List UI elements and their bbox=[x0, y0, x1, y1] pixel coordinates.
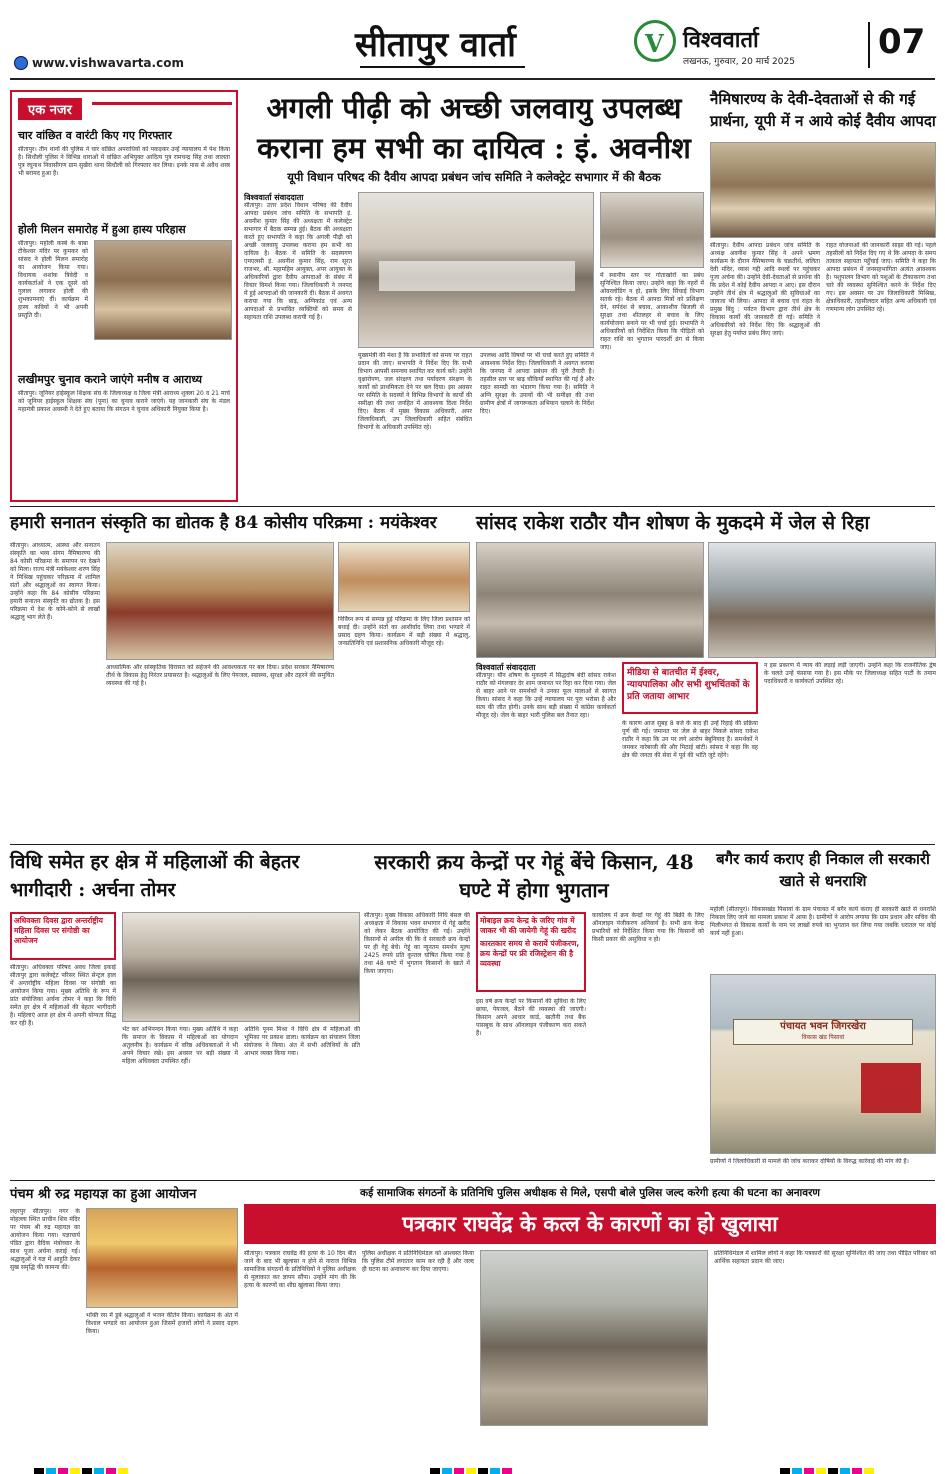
saansad-callout bbox=[622, 662, 758, 714]
sanatan-photo bbox=[106, 542, 334, 660]
saansad-callout-text: मीडिया से बातचीत में ईश्वर, न्यायपालिका और सभी शुभचिंतकों के प्रति जताया आभार bbox=[627, 668, 750, 702]
vidhi-photo bbox=[122, 912, 360, 1022]
vidhi-story bbox=[10, 848, 360, 1176]
sanatan-photo-2 bbox=[338, 542, 470, 612]
rudra-body-2: भक्ति रस में डूबे श्रद्धालुओं ने भजन कीर्तन किया। कार्यक्रम के अंत में विशाल भण्डारे का आयोजन हुआ जिसमें हजारों लोगों ने प्रसाद ग्रहण किया। bbox=[86, 1312, 238, 1335]
patrakar-body-3: प्रतिनिधिमंडल में शामिल लोगों ने कहा कि पत्रकारों की सुरक्षा सुनिश्चित की जाए तथा पीड़ित परिवार को आर्थिक सहायता प्रदान की जाए। bbox=[714, 1250, 936, 1265]
naimish-story bbox=[710, 88, 936, 503]
vidhi-headline: विधि समेत हर क्षेत्र में महिलाओं की बेहतर भागीदारी : अर्चना तोमर bbox=[10, 851, 300, 901]
website-url[interactable]: www.vishwavarta.com bbox=[32, 56, 184, 70]
saansad-byline: विश्ववार्ता संवाददाता bbox=[476, 663, 536, 672]
naimish-headline: नैमिषारण्य के देवी-देवताओं से की गई प्रार्थना, यूपी में न आये कोई दैवीय आपदा bbox=[710, 90, 936, 130]
vidhi-body: सीतापुर। अधिवक्ता परिषद अवध जिला इकाई सीतापुर द्वारा कलेक्ट्रेट परिसर स्थित सेन्ट्रल हाल में अन्तर्राष्ट्रीय महिला दिवस पर संगोष्ठी का आयोजन किया गया। मुख्य अतिथि के रूप में प्रांत संयोजिका अर्चना तोमर ने कहा कि विधि समेत हर क्षेत्र में महिलाओं की बेहतर भागीदारी है। महिलाएं आज हर क्षेत्र में अपनी योग्यता सिद्ध कर रही हैं। bbox=[10, 964, 116, 1027]
vidhi-callout-text: अधिवक्ता दिवस द्वारा अन्तर्राष्ट्रीय महिला दिवस पर संगोष्ठी का आयोजन bbox=[14, 916, 103, 945]
section-title: सीतापुर वार्ता bbox=[355, 25, 516, 65]
ek-nazar-label: एक नजर bbox=[18, 98, 82, 120]
naimish-body: सीतापुर। दैवीय आपदा प्रबंधन जांच समिति के अध्यक्ष अवनीश कुमार सिंह ने अपने भ्रमण कार्यक्रम के दौरान नैमिषारण्य के चक्रतीर्थ, ललिता देवी मंदिर, व्यास गद्दी आदि स्थलों पर पहुंचकर पूजा अर्चना की। उन्होंने देवी-देवताओं से प्रार्थना की कि प्रदेश में कोई दैवीय आपदा न आए। इस दौरान उन्होंने तीर्थ क्षेत्र में श्रद्धालुओं की सुविधाओं का जायजा भी लिया। आपदा से बचाव एवं राहत के प्रमुख बिंदु : पर्यटन विभाग द्वारा तीर्थ क्षेत्र के विकास कार्यों की जानकारी दी गई। समिति ने अधिकारियों को निर्देश दिए कि श्रद्धालुओं की सुरक्षा हेतु पर्याप्त प्रबंध किए जाएं। bbox=[710, 242, 820, 337]
vidhi-body-2: भेंट कर अभिनन्दन किया गया। मुख्य अतिथि ने कहा कि समाज के विकास में महिलाओं का योगदान अतुलनीय है। कार्यक्रम में वरिष्ठ अधिवक्ताओं ने भी अपने विचार रखे। इस अवसर पर बड़ी संख्या में महिला अधिवक्ता उपस्थित रहीं। bbox=[122, 1026, 238, 1065]
color-register-mid bbox=[430, 1460, 514, 1474]
ek-nazar-story-3-body: सीतापुर। जूनियर हाईस्कूल शिक्षक संघ के जिलाध्यक्ष व जिला मंत्री आराध्य शुक्ला 20 व 21 मार्च को जूनियर हाईस्कूल शिक्षक संघ (पूमा) का चुनाव कराने जाएंगे। यह जानकारी संघ के मंडल महामंत्री प्रकाश अवस्थी ने देते हुए बताया कि संगठन ने चुनाव अधिकारी नियुक्त किया है। bbox=[18, 390, 230, 413]
rudra-story bbox=[10, 1186, 238, 1448]
saansad-photo-2 bbox=[708, 542, 936, 658]
gehun-headline: सरकारी क्रय केन्द्रों पर गेहूं बेंचे किसान, 48 घण्टे में होगा भुगतान bbox=[374, 850, 694, 902]
vidhi-body-3: अतिथि पूनम मिश्रा ने विधि क्षेत्र में महिलाओं की भूमिका पर प्रकाश डाला। कार्यक्रम का संचालन जिला संयोजक ने किया। अंत में सभी अतिथियों के प्रति आभार व्यक्त किया गया। bbox=[244, 1026, 360, 1057]
gehun-body: सीतापुर। मुख्य विकास अधिकारी निधि बंसल की अध्यक्षता में विकास भवन सभागार में गेहूं खरीद को लेकर बैठक आयोजित की गई। उन्होंने किसानों से अपील की कि वे सरकारी क्रय केन्द्रों पर ही गेहूं बेचें। गेहूं का न्यूनतम समर्थन मूल्य 2425 रुपये प्रति कुन्तल घोषित किया गया है तथा 48 घण्टे में भुगतान किसानों के खाते में किया जाएगा। bbox=[364, 912, 470, 975]
saansad-body-3: न इस प्रकरण में न्याय की लड़ाई लड़ी जाएगी। उन्होंने कहा कि राजनीतिक द्वेष के चलते उन्हें फंसाया गया है। इस मौके पर जिलाध्यक्ष सहित पार्टी के तमाम पदाधिकारी व कार्यकर्ता उपस्थित रहे। bbox=[764, 662, 936, 685]
sanatan-body: सीतापुर। आध्यात्म, आस्था और सनातन संस्कृति का भव्य संगम नैमिषारण्य की 84 कोसी परिक्रमा के समापन पर देखने को मिला। राज्य मंत्री मयंकेश्वर शरण सिंह ने मिश्रिख पहुंचकर परिक्रमा में शामिल संतों और श्रद्धालुओं का स्वागत किया। उन्होंने कहा कि 84 कोसीय परिक्रमा हमारी सनातन संस्कृति का द्योतक है। इस परिक्रमा में देश के कोने-कोने से लाखों श्रद्धालु भाग लेते हैं। bbox=[10, 542, 100, 621]
vidhi-callout bbox=[10, 912, 116, 960]
masthead-underline bbox=[360, 66, 525, 68]
globe-icon bbox=[14, 56, 28, 70]
sanatan-headline: हमारी सनातन संस्कृति का द्योतक है 84 कोसीय परिक्रमा : मयंकेश्वर bbox=[10, 513, 437, 533]
patrakar-body-2: पुलिस अधीक्षक ने प्रतिनिधिमंडल को आश्वस्त किया कि पुलिस टीमें लगातार काम कर रही हैं और जल्द ही घटना का अनावरण कर दिया जाएगा। bbox=[362, 1250, 474, 1273]
ek-nazar-story-1-head: चार वांछित व वारंटी किए गए गिरफ्तार bbox=[18, 129, 172, 142]
ek-nazar-box bbox=[10, 90, 238, 502]
patrakar-body: सीतापुर। पत्रकार राघवेंद्र की हत्या के 10 दिन बीत जाने के बाद भी खुलासा न होने से नाराज विभिन्न सामाजिक संगठनों के प्रतिनिधियों ने पुलिस अधीक्षक से मुलाकात कर ज्ञापन सौंपा। उन्होंने मांग की कि हत्या के कारणों का शीघ्र खुलासा किया जाए। bbox=[244, 1250, 356, 1289]
bagair-headline: बगैर कार्य कराए ही निकाल ली सरकारी खाते से धनराशि bbox=[716, 850, 930, 890]
ek-nazar-story-3-head: लखीमपुर चुनाव कराने जाएंगे मनीष व आराध्य bbox=[18, 373, 202, 386]
ek-nazar-story-2-cont bbox=[18, 344, 230, 368]
saansad-body-2: के कारण आज सुबह 8 बजे के बाद ही उन्हें रिहाई की प्रक्रिया पूर्ण की गई। जमानत पर जेल से बाहर निकले सांसद राकेश राठौर ने कहा कि उन पर लगे आरोप बेबुनियाद हैं। समर्थकों ने जमकर नारेबाजी की और मिठाई बांटी। सांसद ने कहा कि वह क्षेत्र की जनता की सेवा में पूर्व की भांति जुटे रहेंगे। bbox=[622, 720, 758, 759]
ek-nazar-story-2-head: होली मिलन समारोह में हुआ हास्य परिहास bbox=[18, 223, 186, 236]
bagair-story bbox=[710, 848, 936, 1176]
rudra-headline: पंचम श्री रुद्र महायज्ञ का हुआ आयोजन bbox=[10, 1187, 197, 1202]
bagair-body-2: ग्रामीणों ने जिलाधिकारी से मामले की जांच कराकर दोषियों के विरुद्ध कार्रवाई की मांग की है। bbox=[710, 1158, 909, 1165]
gehun-body-2: इस वर्ष क्रय केन्द्रों पर किसानों की सुविधा के लिए छाया, पेयजल, बैठने की व्यवस्था की जाएगी। किसान अपने आधार कार्ड, खतौनी तथा बैंक पासबुक के साथ ऑनलाइन पंजीकरण करा सकते हैं। bbox=[476, 998, 586, 1037]
color-register-right bbox=[780, 1460, 876, 1474]
logo-icon: V bbox=[634, 20, 676, 62]
gehun-story bbox=[364, 848, 704, 1176]
lead-body-1: सीतापुर। उत्तर प्रदेश विधान परिषद की दैवीय आपदा प्रबंधन जांच समिति के सभापति इं. अवनीश कुमार सिंह की अध्यक्षता में कलेक्ट्रेट सभागार में बैठक सम्पन्न हुई। बैठक की अध्यक्षता करते हुए सभापति ने कहा कि अगली पीढ़ी को अच्छी जलवायु उपलब्ध कराना हम सभी का दायित्व है। बैठक में समिति के सदस्यगण एमएलसी इं. अवनीश कुमार सिंह, राम सूरत राजभर, श्री. महामहिम आयुक्त, अपर आयुक्त के अधिकारियों द्वारा दैवीय आपदाओं के संबंध में विचार विमर्श किया गया। जिलाधिकारी ने जनपद में हुई आपदाओं की जानकारी दी। बैठक में अवगत कराया गया कि बाढ़, अग्निकांड एवं अन्य आपदाओं से प्रभावित व्यक्तियों को समय से सहायता राशि उपलब्ध करायी गई है। bbox=[244, 202, 352, 321]
lead-story bbox=[244, 88, 704, 503]
masthead bbox=[0, 0, 945, 82]
logo-text: विश्ववार्ता bbox=[683, 28, 759, 53]
patrakar-photo bbox=[480, 1250, 708, 1426]
saansad-body: सीतापुर। यौन शोषण के मुकदमे में सिद्धदोष बंदी सांसद राकेश राठौर को मंगलवार देर शाम जमानत पर रिहा कर दिया गया। जेल से बाहर आने पर समर्थकों ने उनका फूल मालाओं से स्वागत किया। सांसद ने कहा कि उन्हें न्यायालय पर पूरा भरोसा है और सत्य की जीत होगी। उनके साथ बड़ी संख्या में कांग्रेस कार्यकर्ता मौजूद रहे। जेल के बाहर भारी पुलिस बल तैनात रहा। bbox=[476, 672, 616, 719]
sanatan-story bbox=[10, 510, 470, 840]
lead-body-2: मुख्यमंत्री की मंशा है कि प्रभावितों को समय पर राहत प्रदान की जाए। सभापति ने निर्देश दिए कि सभी विभाग आपसी समन्वय स्थापित कर कार्य करें। उन्होंने वृक्षारोपण, जल संरक्षण तथा पर्यावरण संरक्षण के कार्यों को प्राथमिकता देने पर बल दिया। इस अवसर पर समिति के सदस्यों ने विभिन्न विभागों के कार्यों की समीक्षा की तथा जनहित में आवश्यक दिशा निर्देश दिए। बैठक में मुख्य विकास अधिकारी, अपर जिलाधिकारी, उप जिलाधिकारी सहित संबंधित विभागों के अधिकारी उपस्थित रहे। bbox=[358, 352, 472, 431]
rudra-body: लहरपुर सीतापुर। नगर के मोहल्ला स्थित प्राचीन शिव मंदिर पर पंचम श्री रुद्र महायज्ञ का आयोजन किया गया। यज्ञाचार्य पंडित द्वारा वैदिक मंत्रोच्चार के साथ पूजा अर्चना कराई गई। श्रद्धालुओं ने यज्ञ में आहुति देकर सुख समृद्धि की कामना की। bbox=[10, 1208, 80, 1271]
saansad-story bbox=[476, 510, 936, 840]
saansad-photo bbox=[476, 542, 704, 658]
lead-subhead: यूपी विधान परिषद की दैवीय आपदा प्रबंधन जांच समिति ने कलेक्ट्रेट सभागार में की बैठक bbox=[287, 170, 661, 184]
ek-nazar-story-1-body: सीतापुर। तीन थानों की पुलिस ने चार वांछित अपराधियों को पकड़कर उन्हें न्यायालय में पेश किया है। सिधौली पुलिस ने विभिन्न धाराओं में वांछित अभियुक्त आदित्य पुत्र रामचन्द्र सिंह तथा लालता पुत्र रघुनाथ निवासीगण ग्राम सुखैरा थाना सिधौली को गिरफ्तार कर लिया। इनके पास से अवैध शस्त्र भी बरामद हुआ है। bbox=[18, 146, 230, 177]
naimish-photo bbox=[710, 142, 936, 238]
lead-headline: अगली पीढ़ी को अच्छी जलवायु उपलब्ध कराना हम सभी का दायित्व : इं. अवनीश bbox=[257, 91, 691, 165]
page-number: 07 bbox=[878, 22, 926, 62]
dateline: लखनऊ, गुरुवार, 20 मार्च 2025 bbox=[683, 57, 795, 67]
panchayat-sign-line-1: पंचायत भवन जिगरखेरा bbox=[780, 1021, 866, 1032]
bagair-body: महोली (सीतापुर)। विकासखंड पिसावां के ग्राम पंचायत में बगैर कार्य कराए ही सरकारी खाते से धनराशि निकाल लिए जाने का मामला प्रकाश में आया है। ग्रामीणों ने आरोप लगाया कि ग्राम प्रधान और सचिव की मिलीभगत से विकास कार्यों के नाम पर लाखों रुपये का भुगतान कर लिया गया जबकि धरातल पर कोई कार्य नहीं हुआ। bbox=[710, 906, 936, 937]
page-number-box bbox=[868, 22, 926, 68]
naimish-body-2: राहत योजनाओं की जानकारी साझा की गई। पहले तहसीलों को निर्देश दिए गए थे कि आपदा के समय तत्काल सहायता पहुँचाई जाए। समिति ने कहा कि आपदा प्रबंधन में जनसहभागिता अत्यंत आवश्यक है। पशुपालन विभाग को पशुओं के टीकाकरण तथा चारे की व्यवस्था सुनिश्चित करने के निर्देश दिए गए। इस अवसर पर उप जिलाधिकारी मिश्रिख, क्षेत्राधिकारी, तहसीलदार सहित अन्य अधिकारी एवं गणमान्य लोग उपस्थित रहे। bbox=[826, 242, 936, 313]
lead-photo bbox=[358, 192, 594, 348]
panchayat-sign-line-2: विकास खंड पिसावां bbox=[801, 1034, 845, 1041]
patrakar-story bbox=[244, 1186, 936, 1448]
patrakar-banner: कई सामाजिक संगठनों के प्रतिनिधि पुलिस अधीक्षक से मिले, एसपी बोले पुलिस जल्द करेगी हत्या की घटना का अनावरण bbox=[360, 1187, 820, 1199]
patrakar-headline: पत्रकार राघवेंद्र के कत्ल के कारणों का हो खुलासा bbox=[402, 1211, 778, 1236]
lead-photo-2 bbox=[600, 192, 704, 268]
patrakar-headline-band bbox=[244, 1204, 936, 1244]
gehun-callout bbox=[476, 912, 586, 992]
ek-nazar-story-2-body: सीतापुर। महोली कस्बे के बाबा टीकेश्वर मंदिर पर कुमकर को सांसद ने होली मिलन समारोह का आयोजन किया गया। विधायक शशांक त्रिवेदी व कार्यकर्ताओं ने एक दूसरे को गुलाल लगाकर होली की शुभकामनाएं दीं। कार्यक्रम में हास्य कवियों ने भी अपनी प्रस्तुति दी। bbox=[18, 240, 88, 319]
lead-body-4: में स्थानीय स्तर पर गोताखोरों का प्रबंध सुनिश्चित किया जाए। उन्होंने कहा कि नहरों में ओवरलोडिंग न हो, इसके लिए सिंचाई विभाग सतर्क रहे। बैठक में आपदा मित्रों को प्रशिक्षण देने, सर्पदंश से बचाव, आकाशीय बिजली से सुरक्षा तथा शीतलहर से बचाव के लिए कार्ययोजना बनाने पर भी चर्चा हुई। सभापति ने अधिकारियों को निर्देशित किया कि पीड़ितों को राहत राशि का भुगतान पारदर्शी ढंग से किया जाए। bbox=[600, 272, 704, 351]
bagair-photo bbox=[710, 974, 936, 1154]
gehun-callout-1: मोबाइल क्रय केन्द्र के जरिए गांव में जाकर भी की जायेगी गेहूं की खरीद bbox=[480, 916, 576, 935]
lead-body-1b bbox=[244, 388, 352, 502]
color-register-left bbox=[34, 1460, 130, 1474]
gehun-callout-2: कारतकार समय से करायें पंजीकरण, क्रय केन्द्रों पर फ्री रजिस्ट्रेशन की है व्यवस्था bbox=[480, 939, 580, 968]
sanatan-body-3: निर्विघ्न रूप से सम्पन्न हुई परिक्रमा के लिए जिला प्रशासन को बधाई दी। उन्होंने संतों का आशीर्वाद लिया तथा भण्डारे में प्रसाद ग्रहण किया। कार्यक्रम में बड़ी संख्या में श्रद्धालु, जनप्रतिनिधि एवं प्रशासनिक अधिकारी मौजूद रहे। bbox=[338, 616, 470, 647]
holi-photo bbox=[94, 240, 232, 340]
rudra-photo bbox=[86, 1208, 238, 1308]
saansad-headline: सांसद राकेश राठौर यौन शोषण के मुकदमे में जेल से रिहा bbox=[476, 512, 870, 534]
lead-body-3: उपलब्ध आदि विषयों पर भी चर्चा करते हुए समिति ने आवश्यक निर्देश दिए। जिलाधिकारी ने अवगत कराया कि जनपद में आपदा प्रबंधन की पूरी तैयारी है। तहसील स्तर पर बाढ़ चौकियाँ स्थापित की गई हैं और राहत सामग्री का भंडारण किया गया है। समिति ने अग्नि सुरक्षा के उपायों की भी समीक्षा की तथा ग्रामीण क्षेत्रों में जागरूकता अभियान चलाने के निर्देश दिए। bbox=[480, 352, 594, 415]
lead-byline: विश्ववार्ता संवाददाता bbox=[244, 193, 304, 202]
sanatan-body-2: आध्यात्मिक और सांस्कृतिक विरासत को सहेजने की आवश्यकता पर बल दिया। प्रदेश सरकार नैमिषारण्य तीर्थ के विकास हेतु निरंतर प्रयासरत है। श्रद्धालुओं के लिए पेयजल, स्वास्थ्य, सुरक्षा और ठहरने की समुचित व्यवस्था की गई है। bbox=[106, 664, 334, 687]
gehun-body-3: कार्यालय में क्रय केन्द्रों पर गेहूं की बिक्री के लिए ऑनलाइन पंजीकरण अनिवार्य है। सभी क्रय केन्द्र प्रभारियों को निर्देशित किया गया कि किसानों को किसी प्रकार की असुविधा न हो। bbox=[592, 912, 704, 943]
